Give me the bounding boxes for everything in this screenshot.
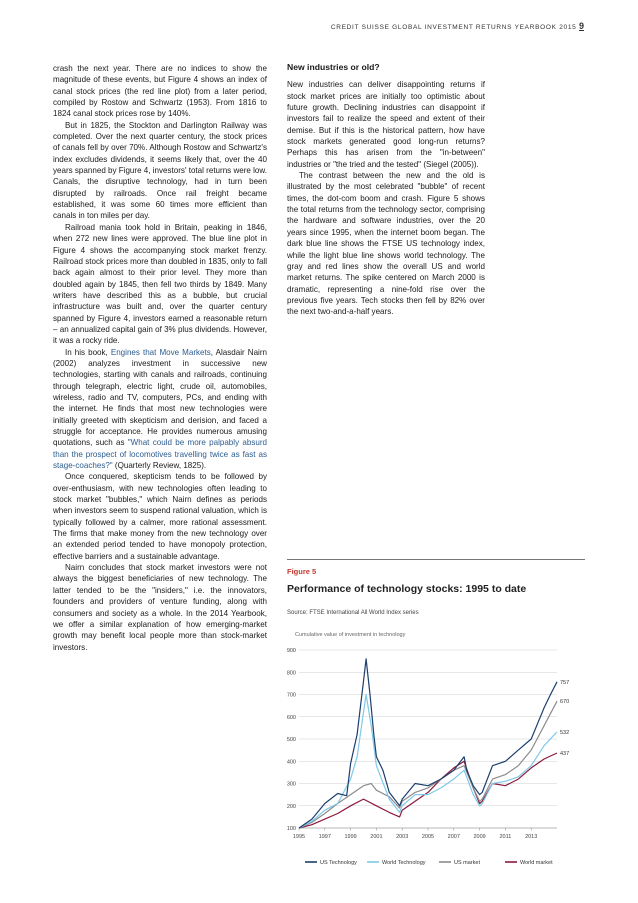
paragraph: The contrast between the new and the old is illustrated by the most celebrated "bubble" of recent times, the dot-com boom and crash. Figure 5 shows the total returns from the technology sector, comprising the hardware and software industries, over the 20 years since 1995, when the internet boom began. The dark blue line shows the FTSE US technology index, while the light blue line shows world technology. The gray and red lines show the overall US and world market returns. The spike centered on March 2000 is dramatic, representing a nine-fold rise over the previous five years. Tech stocks then fell by 82% over the next two-and-a-half years.: [287, 171, 485, 317]
series-line-us-market: [299, 701, 557, 828]
x-tick-label: 2005: [421, 834, 435, 840]
y-tick-label: 400: [286, 759, 296, 766]
paragraph: crash the next year. There are no indices to show the magnitude of these events, but Figure 4 shows an index of canal stock prices (the red line plot) from a later period, compiled by Rostow and Schwartz (1953). From 1816 to 1824 canal stock prices rose by 140%.: [53, 64, 267, 119]
x-tick-label: 2013: [525, 834, 538, 840]
x-tick-label: 2003: [396, 834, 409, 840]
text-run: In his book,: [65, 347, 111, 357]
section-heading: New industries or old?: [287, 62, 380, 72]
x-tick-label: 2009: [473, 834, 486, 840]
paragraph: [53, 347, 267, 472]
paragraph: But in 1825, the Stockton and Darlington Railway was completed. Over the next quarter century, the stock prices of canals fell by over 70%. Although Rostow and Schwartz's index excludes dividends, it seems likely that, over the 40 years spanned by Figure 4, investors' total returns were low. Canals, the disruptive technology, had in turn been disrupted by railroads. Once rail freight became established, it was some 60 times more efficient than canals in ton miles per day.: [53, 120, 267, 221]
y-tick-label: 700: [286, 692, 296, 699]
y-tick-label: 500: [286, 737, 296, 743]
end-value-label: 437: [560, 751, 570, 758]
y-tick-label: 800: [286, 670, 296, 677]
x-tick-label: 1997: [318, 834, 331, 840]
y-tick-label: 900: [286, 648, 296, 654]
text-run: , Alasdair Nairn (2002) analyzes investment in successive new technologies, starting with canals and railroads, continuing through telegraph, electric light, crude oil, automobiles, wireless, radio and TV, computers, PCs, and ending with the internet. He finds that most new technologies were initially greeted with skepticism and derision, and faced a struggle for acceptance. He provides numerous amusing quotations, such as: [53, 347, 267, 448]
right-column: [287, 62, 485, 318]
series-line-world-market: [299, 753, 557, 828]
figure-label: Figure 5: [287, 567, 317, 576]
y-tick-label: 100: [286, 826, 296, 832]
x-tick-label: 2011: [499, 834, 512, 840]
technology-performance-chart: [277, 625, 587, 867]
y-axis-title: Cumulative value of investment in technology: [295, 632, 406, 638]
figure-title: Performance of technology stocks: 1995 to date: [287, 583, 527, 595]
legend-label: World Technology: [382, 860, 426, 866]
figure-divider: [287, 559, 585, 560]
figure-5: [287, 559, 585, 869]
x-tick-label: 2001: [370, 834, 383, 840]
running-header: [331, 21, 584, 31]
quotation-link[interactable]: "What could be more palpably absurd than the prospect of locomotives travelling twice as fast as stage-coaches?": [53, 438, 267, 471]
end-value-label: 757: [560, 679, 570, 686]
text-run: (Quarterly Review, 1825).: [112, 461, 207, 471]
end-value-label: 670: [560, 699, 570, 706]
x-tick-label: 1999: [344, 834, 357, 840]
paragraph: New industries can deliver disappointing returns if stock market prices are initially too optimistic about future growth. Declining industries can disappoint if investors fail to realize the speed and extent of their demise. But if this is the historical pattern, how have stock markets generated good long-run returns? Perhaps this has arisen from the "in-between" industries or "the tried and the tested" (Siegel (2005)).: [287, 80, 485, 169]
figure-source: Source: FTSE International All World Index series: [287, 610, 419, 616]
y-tick-label: 600: [286, 714, 296, 721]
end-value-label: 532: [560, 729, 570, 736]
x-tick-label: 2007: [447, 834, 460, 840]
running-title: CREDIT SUISSE GLOBAL INVESTMENT RETURNS YEARBOOK 2015: [330, 24, 577, 31]
x-tick-label: 1995: [292, 834, 306, 840]
paragraph: Once conquered, skepticism tends to be followed by over-enthusiasm, with new technologies often leading to stock market "bubbles," which Nairn defines as periods when investors seem to suspend rational valuation, which is typically followed by a calmer, more rational assessment. The firms that make money from the new technology over an extended period tended to have monopoly protection, effective barriers and a sustainable advantage.: [53, 472, 267, 561]
y-tick-label: 300: [286, 781, 296, 788]
legend-label: US market: [454, 860, 480, 866]
page-number: 9: [578, 21, 584, 31]
left-column: [53, 63, 267, 653]
paragraph: Railroad mania took hold in Britain, peaking in 1846, when 272 new lines were approved. The blue line plot in Figure 4 shows the accompanying stock market frenzy. Railroad stock prices more than doubled in 1835, only to fall back again almost to their prior level. They more than doubled again by 1845, then fell two thirds by 1849. Many writers have described this as a bubble, but crucial infrastructure was built and, over the quarter century spanned by Figure 4, investors earned a reasonable return – an annualized capital gain of 3% plus dividends. However, it was a rocky ride.: [53, 222, 267, 346]
legend-label: World market: [520, 860, 553, 866]
legend-label: US Technology: [320, 860, 357, 866]
book-title-link[interactable]: Engines that Move Markets: [110, 347, 211, 357]
y-tick-label: 200: [286, 803, 296, 810]
paragraph: Nairn concludes that stock market investors were not always the biggest beneficiaries of new technology. The latter tended to be the "insiders," i.e. the innovators, founders and providers of venture funding, along with consumers and society as a whole. In the 2014 Yearbook, we offer a similar explanation of how emerging-market growth may benefit local people more than stock-market investors.: [53, 563, 267, 652]
